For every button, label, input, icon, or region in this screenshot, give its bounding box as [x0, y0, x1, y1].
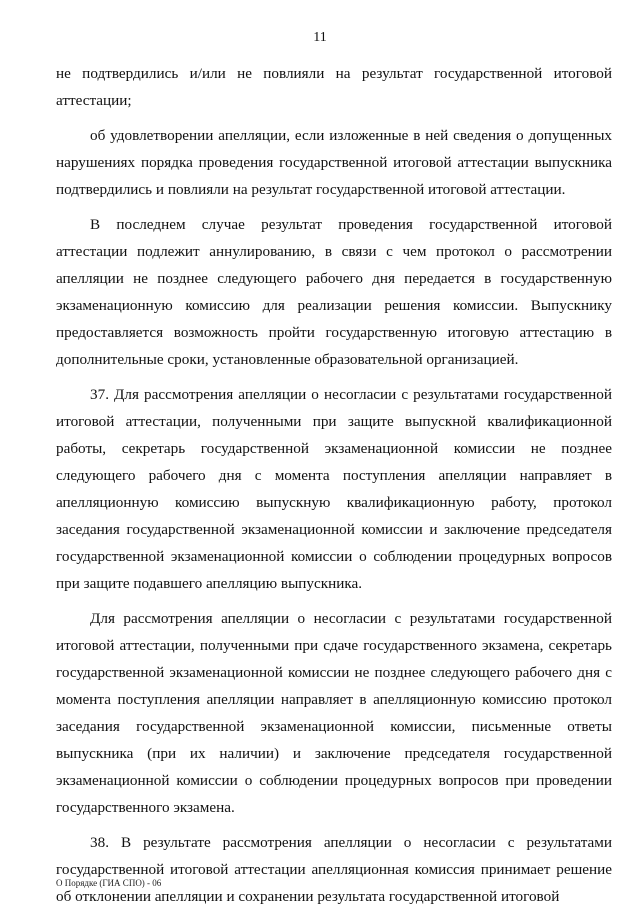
- document-body: [56, 60, 612, 918]
- paragraph: Для рассмотрения апелляции о несогласии с результатами государственной итоговой аттестации, полученными при сдаче государственного экзамена, секретарь государственной экзаменационной комиссии не позднее следующего рабочего дня с момента поступления апелляции направляет в апелляционную комиссию протокол заседания государственной экзаменационной комиссии, письменные ответы выпускника (при их наличии) и заключение председателя государственной экзаменационной комиссии о соблюдении процедурных вопросов при проведении государственного экзамена.: [56, 610, 612, 816]
- paragraph: В последнем случае результат проведения государственной итоговой аттестации подлежит аннулированию, в связи с чем протокол о рассмотрении апелляции не позднее следующего рабочего дня передается в государственную экзаменационную комиссию для реализации решения комиссии. Выпускнику предоставляется возможность пройти государственную итоговую аттестацию в дополнительные сроки, установленные образовательной организацией.: [56, 216, 612, 368]
- paragraph: 38. В результате рассмотрения апелляции о несогласии с результатами государственной итоговой аттестации апелляционная комиссия принимает решение об отклонении апелляции и сохранении результата государственной итоговой: [56, 834, 612, 905]
- paragraph: не подтвердились и/или не повлияли на результат государственной итоговой аттестации;: [56, 65, 612, 109]
- paragraph: об удовлетворении апелляции, если изложенные в ней сведения о допущенных нарушениях порядка проведения государственной итоговой аттестации выпускника подтвердились и повлияли на результат государственной итоговой аттестации.: [56, 127, 612, 198]
- paragraph: 37. Для рассмотрения апелляции о несогласии с результатами государственной итоговой аттестации, полученными при защите выпускной квалификационной работы, секретарь государственной экзаменационной комиссии не позднее следующего рабочего дня с момента поступления апелляции направляет в апелляционную комиссию выпускную квалификационную работу, протокол заседания государственной экзаменационной комиссии и заключение председателя государственной экзаменационной комиссии о соблюдении процедурных вопросов при защите подавшего апелляцию выпускника.: [56, 386, 612, 592]
- page-number: 11: [313, 30, 327, 45]
- footer-reference: О Порядке (ГИА СПО) - 06: [56, 878, 162, 888]
